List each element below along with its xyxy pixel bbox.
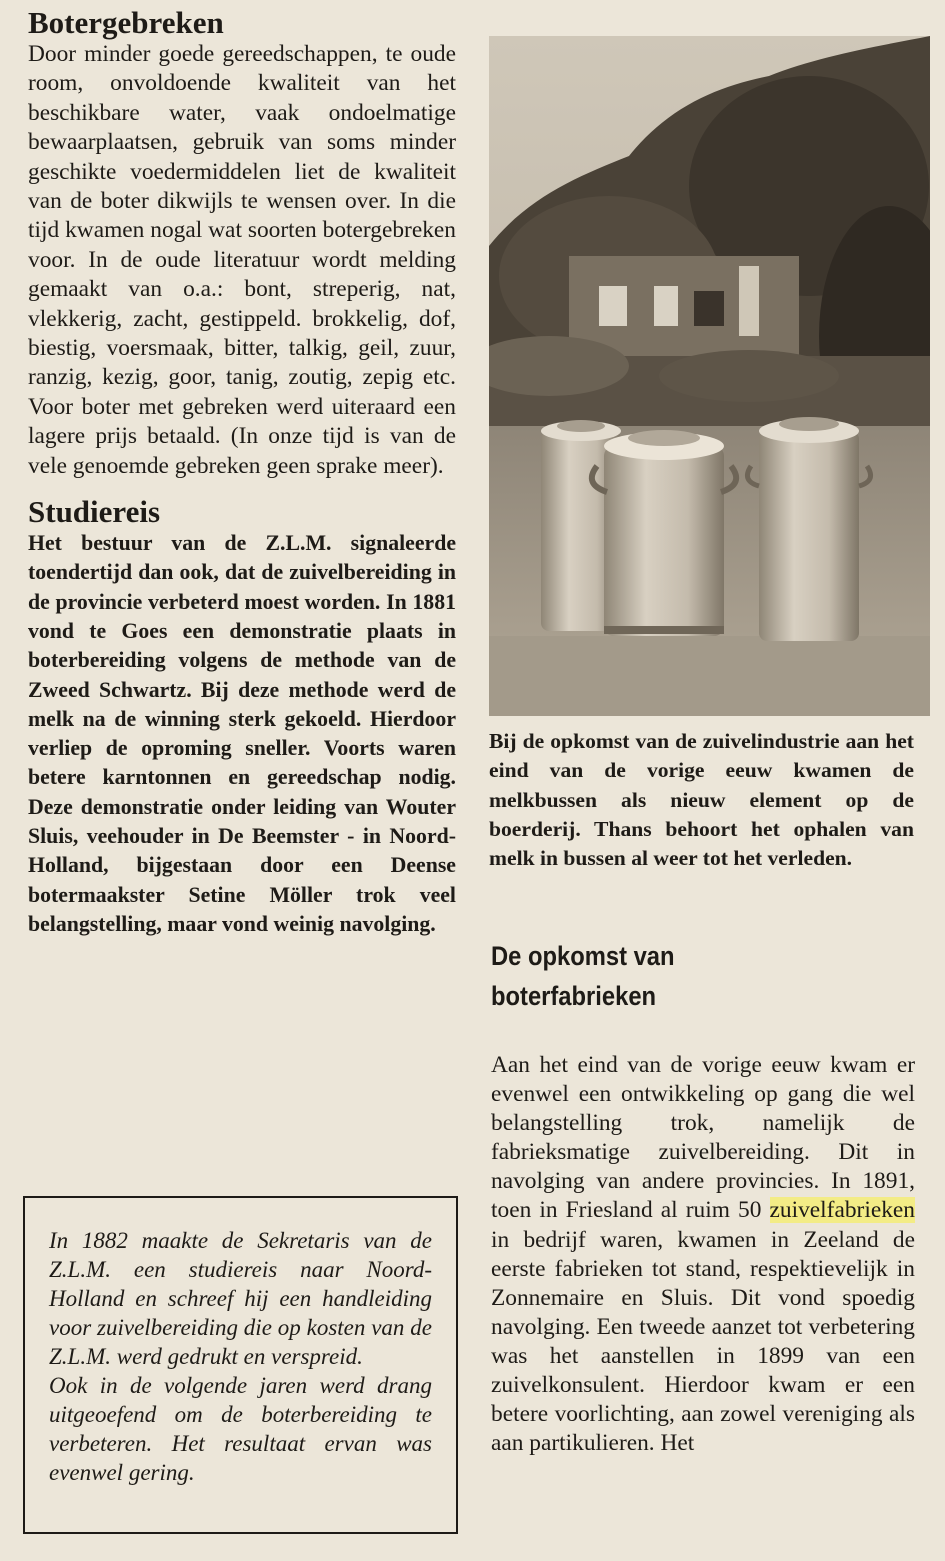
paragraph-botergebreken: Door minder goede gereedschappen, te oude room, onvoldoende kwaliteit van het beschikbare water, vaak ondoelmatige bewaarplaatsen, gebruik van soms minder geschikte voedermiddelen liet de kwaliteit van de boter dikwijls te wensen over. In die tijd kwamen nogal wat soorten botergebreken voor. In de oude literatuur wordt melding gemaakt van o.a.: bont, streperig, nat, vlekkerig, zacht, gestippeld. brokkelig, dof, biestig, voersmaak, bitter, talkig, geil, zuur, ranzig, kezig, goor, tanig, zoutig, zepig etc. Voor boter met gebreken werd uiteraard een lagere prijs betaald. (In onze tijd is van de vele genoemde gebreken geen sprake meer).	[28, 41, 456, 479]
heading-studiereis: Studiereis	[28, 494, 161, 530]
heading-botergebreken: Botergebreken	[28, 5, 224, 40]
left-column	[28, 6, 456, 939]
photo-caption: Bij de opkomst van de zuivelindustrie aan het eind van de vorige eeuw kwamen de melkbussen als nieuw element op de boerderij. Thans behoort het ophalen van melk in bussen al weer tot het verleden.	[489, 729, 914, 871]
milk-cans-photo	[489, 36, 930, 716]
sidebar-box	[23, 1196, 458, 1534]
paragraph-boterfabrieken	[491, 1051, 915, 1458]
milk-can-right	[747, 417, 870, 641]
milk-cans-illustration	[489, 36, 930, 716]
text-before-highlight: Aan het eind van de vorige eeuw kwam er evenwel een ontwikkeling op gang die wel belangstelling trok, namelijk de fabrieksmatige zuivelbereiding. Dit in navolging van andere provincies. In 1891, toen in Friesland al ruim 50	[491, 1052, 915, 1224]
heading-boterfabrieken	[491, 936, 861, 1016]
heading-line-2: boterfabrieken	[491, 981, 657, 1011]
text-after-highlight: in bedrijf waren, kwamen in Zeeland de eerste fabrieken tot stand, respektievelijk in Zonnemaire en Sluis. Dit vond spoedig navolging. Een tweede aanzet tot verbetering was het aanstellen in 1899 van een zuivelkonsulent. Hierdoor kwam er een betere voorlichting, aan zowel vereniging als aan partikulieren. Het	[491, 1226, 915, 1457]
heading-line-1: De opkomst van	[491, 941, 675, 971]
box-paragraph-1: In 1882 maakte de Sekretaris van de Z.L.M. een studiereis naar Noord-Holland en schreef hij een handleiding voor zuivelbereiding die op kosten van de Z.L.M. werd gedrukt en verspreid.	[49, 1228, 432, 1369]
spacer	[28, 481, 456, 495]
highlighted-word: zuivelfabrieken	[769, 1197, 915, 1224]
paragraph-studiereis: Het bestuur van de Z.L.M. signaleerde toendertijd dan ook, dat de zuivelbereiding in de provincie verbeterd moest worden. In 1881 vond te Goes een demonstratie plaats in boterbereiding volgens de methode van de Zweed Schwartz. Bij deze methode werd de melk na de winning sterk gekoeld. Hierdoor verliep de oproming sneller. Voorts waren betere karntonnen en gereedschap nodig. Deze demonstratie onder leiding van Wouter Sluis, veehouder in De Beemster - in Noord-Holland, bijgestaan door een Deense botermaakster Setine Möller trok veel belangstelling, maar vond weinig navolging.	[28, 531, 456, 936]
box-paragraph-2: Ook in de volgende jaren werd drang uitgeoefend om de boterbereiding te verbeteren. Het resultaat ervan was evenwel gering.	[49, 1373, 432, 1485]
milk-can-center	[592, 430, 736, 636]
